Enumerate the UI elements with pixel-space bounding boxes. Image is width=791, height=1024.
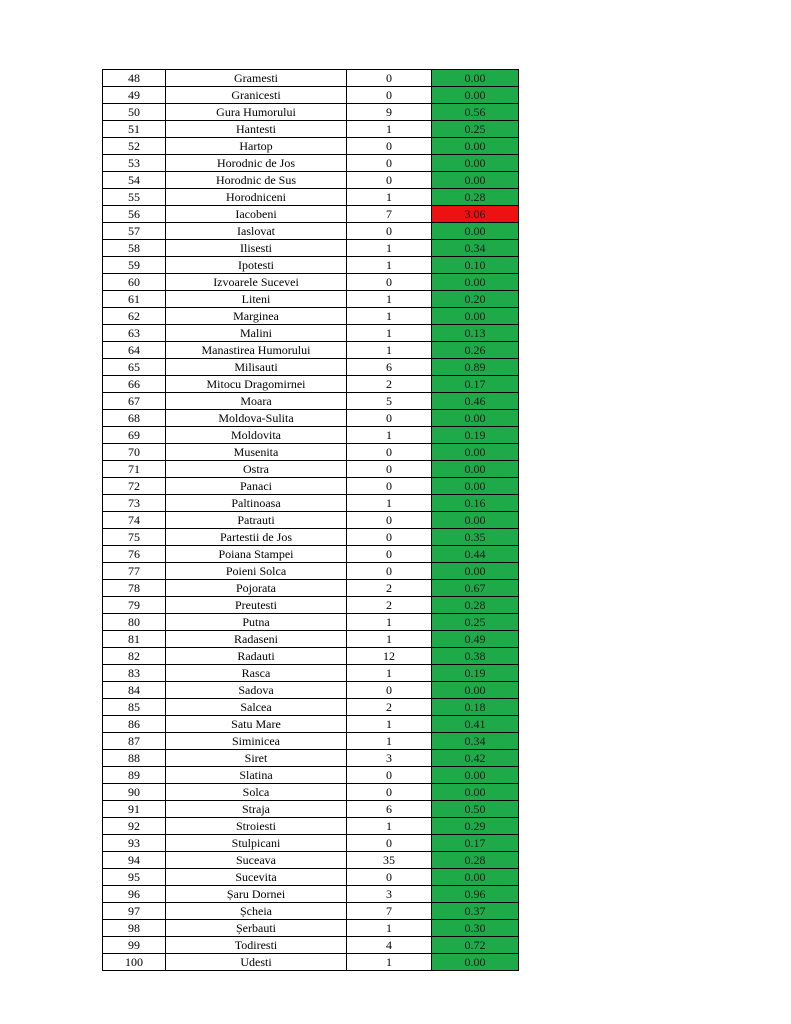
table-row [103,937,519,954]
row-number-cell: 52 [103,138,166,155]
case-count-cell: 1 [347,240,432,257]
incidence-rate-cell: 0.72 [432,937,519,954]
locality-name-cell: Putna [166,614,347,631]
case-count-cell: 2 [347,597,432,614]
incidence-rate-cell: 0.44 [432,546,519,563]
row-number-cell: 73 [103,495,166,512]
case-count-cell: 3 [347,886,432,903]
case-count-cell: 1 [347,495,432,512]
incidence-rate-cell: 0.18 [432,699,519,716]
case-count-cell: 1 [347,257,432,274]
table-row [103,274,519,291]
row-number-cell: 80 [103,614,166,631]
locality-name-cell: Hantesti [166,121,347,138]
locality-name-cell: Milisauti [166,359,347,376]
incidence-rate-cell: 0.00 [432,87,519,104]
locality-name-cell: Todiresti [166,937,347,954]
row-number-cell: 51 [103,121,166,138]
locality-name-cell: Paltinoasa [166,495,347,512]
case-count-cell: 1 [347,308,432,325]
row-number-cell: 86 [103,716,166,733]
locality-name-cell: Rasca [166,665,347,682]
incidence-rate-cell: 0.19 [432,427,519,444]
case-count-cell: 0 [347,529,432,546]
row-number-cell: 66 [103,376,166,393]
case-count-cell: 1 [347,920,432,937]
case-count-cell: 1 [347,427,432,444]
locality-name-cell: Patrauti [166,512,347,529]
locality-name-cell: Sadova [166,682,347,699]
locality-name-cell: Marginea [166,308,347,325]
table-row [103,70,519,87]
case-count-cell: 0 [347,682,432,699]
locality-name-cell: Preutesti [166,597,347,614]
locality-name-cell: Malini [166,325,347,342]
locality-name-cell: Gura Humorului [166,104,347,121]
row-number-cell: 55 [103,189,166,206]
table-row [103,104,519,121]
incidence-rate-cell: 0.25 [432,121,519,138]
case-count-cell: 6 [347,359,432,376]
table-row [103,614,519,631]
table-row [103,818,519,835]
locality-name-cell: Izvoarele Sucevei [166,274,347,291]
incidence-rate-cell: 0.20 [432,291,519,308]
incidence-rate-cell: 0.00 [432,478,519,495]
incidence-rate-cell: 0.00 [432,223,519,240]
row-number-cell: 95 [103,869,166,886]
table-row [103,699,519,716]
incidence-rate-cell: 0.89 [432,359,519,376]
row-number-cell: 74 [103,512,166,529]
row-number-cell: 63 [103,325,166,342]
row-number-cell: 91 [103,801,166,818]
incidence-rate-cell: 0.38 [432,648,519,665]
row-number-cell: 67 [103,393,166,410]
table-row [103,87,519,104]
locality-name-cell: Horodnic de Jos [166,155,347,172]
table-row [103,172,519,189]
case-count-cell: 0 [347,274,432,291]
row-number-cell: 61 [103,291,166,308]
case-count-cell: 2 [347,376,432,393]
case-count-cell: 0 [347,223,432,240]
row-number-cell: 92 [103,818,166,835]
row-number-cell: 69 [103,427,166,444]
locality-name-cell: Slatina [166,767,347,784]
case-count-cell: 4 [347,937,432,954]
row-number-cell: 83 [103,665,166,682]
table-row [103,206,519,223]
incidence-rate-cell: 0.00 [432,954,519,971]
locality-name-cell: Suceava [166,852,347,869]
locality-name-cell: Sucevita [166,869,347,886]
locality-name-cell: Ilisesti [166,240,347,257]
incidence-rate-cell: 0.00 [432,682,519,699]
case-count-cell: 0 [347,155,432,172]
table-row [103,903,519,920]
incidence-rate-cell: 0.37 [432,903,519,920]
case-count-cell: 3 [347,750,432,767]
incidence-rate-cell: 0.29 [432,818,519,835]
locality-name-cell: Siminicea [166,733,347,750]
case-count-cell: 2 [347,580,432,597]
row-number-cell: 84 [103,682,166,699]
case-count-cell: 7 [347,206,432,223]
table-row [103,682,519,699]
locality-name-cell: Gramesti [166,70,347,87]
case-count-cell: 0 [347,410,432,427]
table-row [103,597,519,614]
row-number-cell: 59 [103,257,166,274]
table-row [103,784,519,801]
incidence-rate-cell: 0.42 [432,750,519,767]
locality-name-cell: Șerbauti [166,920,347,937]
row-number-cell: 53 [103,155,166,172]
case-count-cell: 1 [347,121,432,138]
row-number-cell: 75 [103,529,166,546]
row-number-cell: 68 [103,410,166,427]
row-number-cell: 50 [103,104,166,121]
table-row [103,580,519,597]
table-row [103,920,519,937]
row-number-cell: 97 [103,903,166,920]
locality-name-cell: Ipotesti [166,257,347,274]
row-number-cell: 88 [103,750,166,767]
incidence-rate-cell: 0.30 [432,920,519,937]
table-row [103,733,519,750]
locality-name-cell: Liteni [166,291,347,308]
incidence-rate-cell: 0.41 [432,716,519,733]
locality-name-cell: Pojorata [166,580,347,597]
incidence-rate-cell: 0.56 [432,104,519,121]
table-row [103,444,519,461]
incidence-rate-cell: 0.46 [432,393,519,410]
case-count-cell: 5 [347,393,432,410]
row-number-cell: 64 [103,342,166,359]
locality-name-cell: Poieni Solca [166,563,347,580]
case-count-cell: 1 [347,614,432,631]
locality-name-cell: Granicesti [166,87,347,104]
row-number-cell: 78 [103,580,166,597]
incidence-rate-cell: 0.00 [432,274,519,291]
case-count-cell: 6 [347,801,432,818]
incidence-rate-cell: 0.28 [432,189,519,206]
row-number-cell: 58 [103,240,166,257]
incidence-rate-cell: 0.00 [432,869,519,886]
row-number-cell: 76 [103,546,166,563]
case-count-cell: 0 [347,546,432,563]
table-row [103,512,519,529]
row-number-cell: 90 [103,784,166,801]
locality-name-cell: Siret [166,750,347,767]
table-row [103,869,519,886]
locality-name-cell: Șaru Dornei [166,886,347,903]
row-number-cell: 48 [103,70,166,87]
row-number-cell: 54 [103,172,166,189]
incidence-rate-cell: 0.00 [432,512,519,529]
incidence-rate-cell: 0.28 [432,597,519,614]
incidence-rate-cell: 0.35 [432,529,519,546]
case-count-cell: 0 [347,512,432,529]
table-row [103,716,519,733]
table-row [103,886,519,903]
table-row [103,342,519,359]
table-row [103,138,519,155]
locality-name-cell: Horodniceni [166,189,347,206]
case-count-cell: 0 [347,869,432,886]
incidence-rate-cell: 0.00 [432,410,519,427]
row-number-cell: 77 [103,563,166,580]
case-count-cell: 1 [347,716,432,733]
table-row [103,427,519,444]
row-number-cell: 65 [103,359,166,376]
table-row [103,308,519,325]
incidence-rate-cell: 0.16 [432,495,519,512]
case-count-cell: 0 [347,70,432,87]
row-number-cell: 89 [103,767,166,784]
incidence-rate-cell: 0.10 [432,257,519,274]
row-number-cell: 81 [103,631,166,648]
table-row [103,325,519,342]
row-number-cell: 49 [103,87,166,104]
table-row [103,495,519,512]
table-row [103,529,519,546]
incidence-rate-cell: 0.28 [432,852,519,869]
incidence-rate-cell: 0.13 [432,325,519,342]
case-count-cell: 0 [347,478,432,495]
locality-name-cell: Moldovita [166,427,347,444]
row-number-cell: 82 [103,648,166,665]
table-row [103,648,519,665]
locality-name-cell: Satu Mare [166,716,347,733]
case-count-cell: 0 [347,835,432,852]
case-count-cell: 0 [347,87,432,104]
incidence-rate-cell: 0.26 [432,342,519,359]
case-count-cell: 1 [347,665,432,682]
incidence-rate-cell: 0.00 [432,308,519,325]
case-count-cell: 12 [347,648,432,665]
locality-name-cell: Stulpicani [166,835,347,852]
localities-table [102,69,519,971]
incidence-rate-cell: 0.67 [432,580,519,597]
incidence-rate-cell: 0.17 [432,376,519,393]
table-row [103,835,519,852]
table-row [103,223,519,240]
table-row [103,121,519,138]
locality-name-cell: Radaseni [166,631,347,648]
locality-name-cell: Iacobeni [166,206,347,223]
row-number-cell: 93 [103,835,166,852]
locality-name-cell: Moara [166,393,347,410]
case-count-cell: 1 [347,189,432,206]
row-number-cell: 71 [103,461,166,478]
incidence-rate-cell: 0.17 [432,835,519,852]
case-count-cell: 1 [347,631,432,648]
case-count-cell: 1 [347,325,432,342]
case-count-cell: 0 [347,784,432,801]
locality-name-cell: Partestii de Jos [166,529,347,546]
row-number-cell: 72 [103,478,166,495]
case-count-cell: 2 [347,699,432,716]
incidence-rate-cell: 0.25 [432,614,519,631]
table-row [103,665,519,682]
incidence-rate-cell: 3.06 [432,206,519,223]
incidence-rate-cell: 0.00 [432,784,519,801]
incidence-rate-cell: 0.34 [432,733,519,750]
row-number-cell: 96 [103,886,166,903]
case-count-cell: 1 [347,818,432,835]
case-count-cell: 0 [347,172,432,189]
incidence-rate-cell: 0.00 [432,444,519,461]
table-row [103,291,519,308]
row-number-cell: 87 [103,733,166,750]
case-count-cell: 0 [347,461,432,478]
row-number-cell: 79 [103,597,166,614]
table-row [103,461,519,478]
incidence-rate-cell: 0.00 [432,563,519,580]
locality-name-cell: Mitocu Dragomirnei [166,376,347,393]
row-number-cell: 85 [103,699,166,716]
row-number-cell: 98 [103,920,166,937]
case-count-cell: 7 [347,903,432,920]
case-count-cell: 1 [347,954,432,971]
locality-name-cell: Stroiesti [166,818,347,835]
row-number-cell: 56 [103,206,166,223]
case-count-cell: 0 [347,563,432,580]
row-number-cell: 99 [103,937,166,954]
case-count-cell: 9 [347,104,432,121]
table-row [103,563,519,580]
locality-name-cell: Panaci [166,478,347,495]
incidence-rate-cell: 0.00 [432,70,519,87]
table-row [103,393,519,410]
case-count-cell: 1 [347,291,432,308]
table-row [103,750,519,767]
table-row [103,376,519,393]
incidence-rate-cell: 0.00 [432,461,519,478]
case-count-cell: 0 [347,444,432,461]
locality-name-cell: Salcea [166,699,347,716]
table-row [103,240,519,257]
table-row [103,801,519,818]
locality-name-cell: Iaslovat [166,223,347,240]
incidence-rate-cell: 0.19 [432,665,519,682]
table-row [103,954,519,971]
case-count-cell: 0 [347,138,432,155]
table-row [103,410,519,427]
table-row [103,155,519,172]
locality-name-cell: Udesti [166,954,347,971]
case-count-cell: 1 [347,342,432,359]
locality-name-cell: Straja [166,801,347,818]
row-number-cell: 60 [103,274,166,291]
incidence-rate-cell: 0.50 [432,801,519,818]
table-row [103,546,519,563]
locality-name-cell: Solca [166,784,347,801]
locality-name-cell: Horodnic de Sus [166,172,347,189]
locality-name-cell: Moldova-Sulita [166,410,347,427]
table-row [103,189,519,206]
row-number-cell: 70 [103,444,166,461]
row-number-cell: 94 [103,852,166,869]
table-row [103,852,519,869]
table-row [103,767,519,784]
case-count-cell: 1 [347,733,432,750]
incidence-rate-cell: 0.34 [432,240,519,257]
locality-name-cell: Poiana Stampei [166,546,347,563]
case-count-cell: 0 [347,767,432,784]
incidence-rate-cell: 0.00 [432,138,519,155]
incidence-rate-cell: 0.00 [432,155,519,172]
table-row [103,478,519,495]
locality-name-cell: Hartop [166,138,347,155]
table-row [103,631,519,648]
locality-name-cell: Ostra [166,461,347,478]
locality-name-cell: Manastirea Humorului [166,342,347,359]
row-number-cell: 62 [103,308,166,325]
incidence-rate-cell: 0.00 [432,767,519,784]
incidence-rate-cell: 0.00 [432,172,519,189]
locality-name-cell: Radauti [166,648,347,665]
incidence-rate-cell: 0.96 [432,886,519,903]
row-number-cell: 100 [103,954,166,971]
row-number-cell: 57 [103,223,166,240]
incidence-rate-cell: 0.49 [432,631,519,648]
locality-name-cell: Șcheia [166,903,347,920]
table-body [103,70,519,971]
locality-name-cell: Musenita [166,444,347,461]
table-row [103,257,519,274]
case-count-cell: 35 [347,852,432,869]
table-row [103,359,519,376]
